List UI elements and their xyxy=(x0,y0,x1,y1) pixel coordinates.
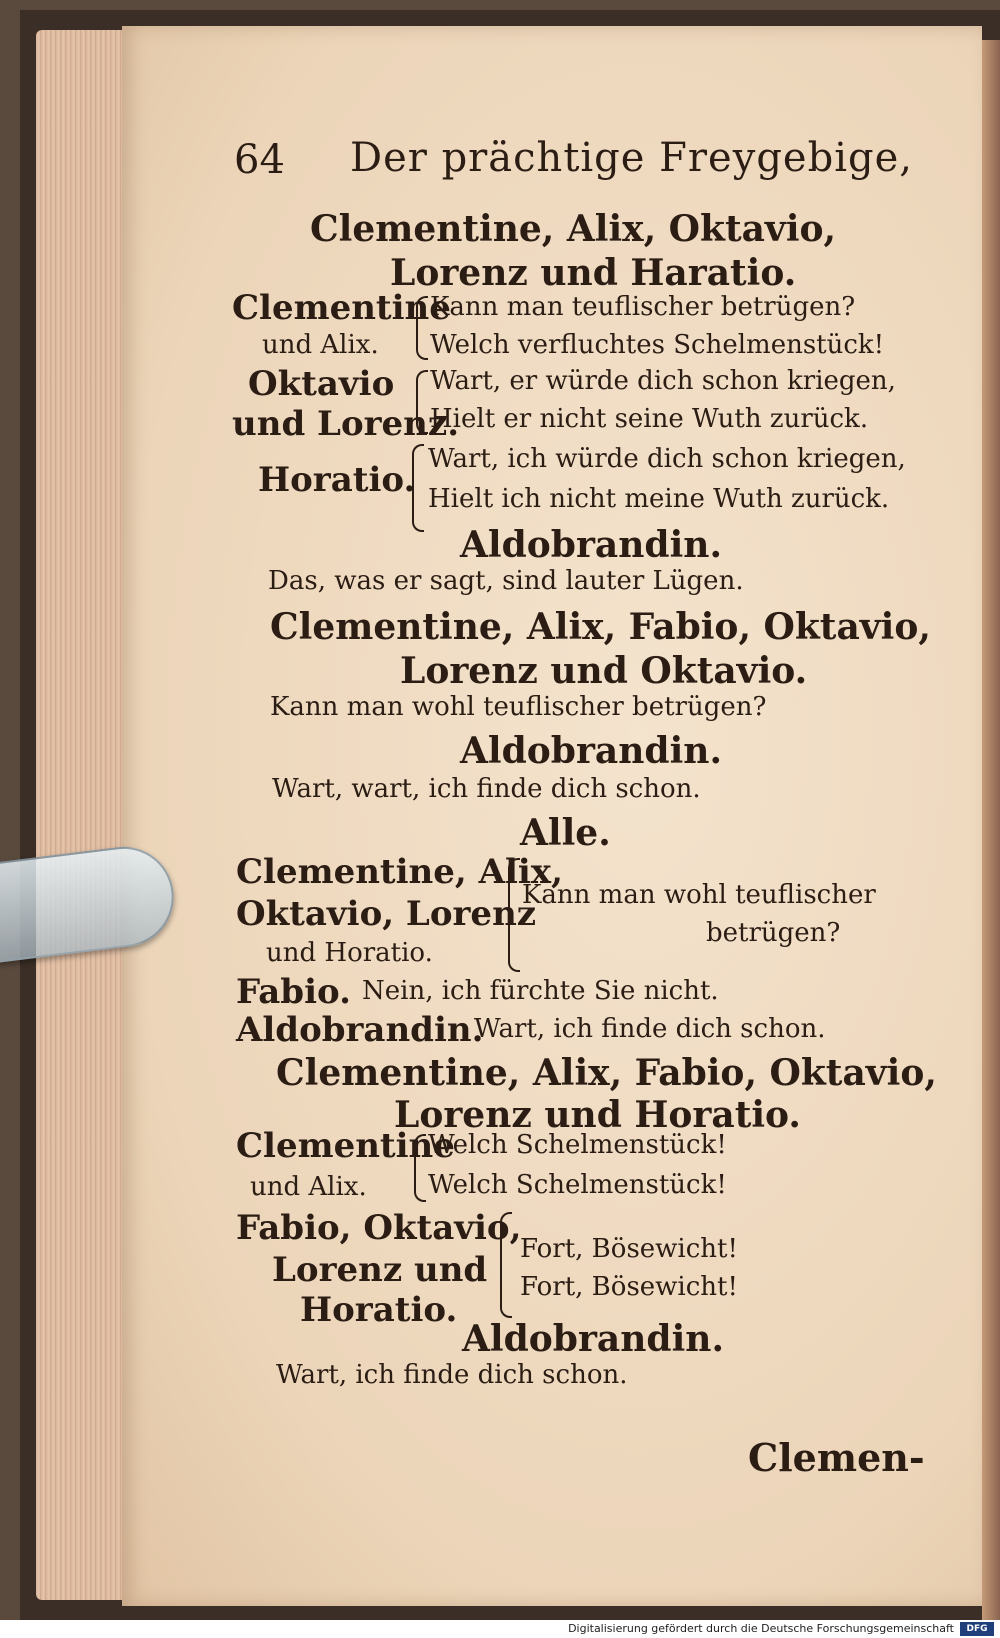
speaker-aldobrandin: Aldobrandin. xyxy=(460,730,722,772)
verse-line: Wart, ich finde dich schon. xyxy=(474,1014,826,1044)
brace xyxy=(416,296,428,360)
speaker-und-alix: und Alix. xyxy=(250,1172,367,1202)
cast-heading-1a: Clementine, Alix, Oktavio, xyxy=(310,208,837,250)
page-stack-edges xyxy=(36,30,136,1600)
verse-line: Welch Schelmenstück! xyxy=(428,1170,727,1200)
brace xyxy=(416,370,428,434)
speaker-clementine: Clementine xyxy=(232,288,451,328)
verse-line: Das, was er sagt, sind lauter Lügen. xyxy=(268,566,744,596)
verse-line: Fort, Bösewicht! xyxy=(520,1234,738,1264)
verse-line: Hielt ich nicht meine Wuth zurück. xyxy=(428,484,890,514)
speaker-group: Oktavio, Lorenz xyxy=(236,894,537,934)
running-head: Der prächtige Freygebige, xyxy=(350,135,913,181)
verse-line: Welch verfluchtes Schelmenstück! xyxy=(430,330,885,360)
verse-line: Welch Schelmenstück! xyxy=(428,1130,727,1160)
speaker-aldobrandin: Aldobrandin. xyxy=(236,1010,484,1050)
brace xyxy=(412,444,424,532)
verse-line: Nein, ich fürchte Sie nicht. xyxy=(362,976,719,1006)
brace xyxy=(414,1134,426,1202)
cast-heading-1b: Lorenz und Haratio. xyxy=(390,252,797,294)
speaker-group: Lorenz und xyxy=(272,1250,488,1290)
next-page-edge xyxy=(982,40,1000,1620)
verse-line: betrügen? xyxy=(706,918,841,948)
verse-line: Kann man teuflischer betrügen? xyxy=(430,292,856,322)
digitization-footer xyxy=(0,1620,1000,1638)
speaker-und-alix: und Alix. xyxy=(262,330,379,360)
speaker-aldobrandin: Aldobrandin. xyxy=(462,1318,724,1360)
dfg-logo-icon: DFG xyxy=(960,1622,994,1636)
brace xyxy=(508,858,520,972)
brace xyxy=(500,1212,512,1318)
cast-heading-3a: Clementine, Alix, Fabio, Oktavio, xyxy=(276,1052,937,1094)
speaker-und-lorenz: und Lorenz. xyxy=(232,404,460,444)
catchword: Clemen- xyxy=(748,1435,925,1480)
cast-heading-3b: Lorenz und Horatio. xyxy=(394,1094,801,1136)
verse-line: Wart, ich finde dich schon. xyxy=(276,1360,628,1390)
speaker-group: Horatio. xyxy=(300,1290,458,1330)
verse-line: Hielt er nicht seine Wuth zurück. xyxy=(430,404,869,434)
speaker-group: Clementine, Alix, xyxy=(236,852,563,892)
speaker-fabio: Fabio. xyxy=(236,972,351,1012)
verse-line: Wart, ich würde dich schon kriegen, xyxy=(428,444,906,474)
cast-heading-2a: Clementine, Alix, Fabio, Oktavio, xyxy=(270,606,931,648)
bleed-through-text xyxy=(904,276,964,318)
speaker-clementine: Clementine xyxy=(236,1126,455,1166)
speaker-group: und Horatio. xyxy=(266,938,433,968)
speaker-horatio: Horatio. xyxy=(258,460,416,500)
page-number: 64 xyxy=(234,137,285,183)
cast-heading-2b: Lorenz und Oktavio. xyxy=(400,650,808,692)
verse-line: Kann man wohl teuflischer xyxy=(522,880,876,910)
verse-line: Fort, Bösewicht! xyxy=(520,1272,738,1302)
speaker-aldobrandin: Aldobrandin. xyxy=(460,524,722,566)
verse-line: Wart, er würde dich schon kriegen, xyxy=(430,366,896,396)
verse-line: Kann man wohl teuflischer betrügen? xyxy=(270,692,767,722)
footer-text: Digitalisierung gefördert durch die Deutsche Forschungsgemeinschaft xyxy=(568,1622,954,1635)
speaker-oktavio: Oktavio xyxy=(248,364,395,404)
speaker-group: Fabio, Oktavio, xyxy=(236,1208,522,1248)
verse-line: Wart, wart, ich finde dich schon. xyxy=(272,774,701,804)
speaker-alle: Alle. xyxy=(520,812,611,854)
